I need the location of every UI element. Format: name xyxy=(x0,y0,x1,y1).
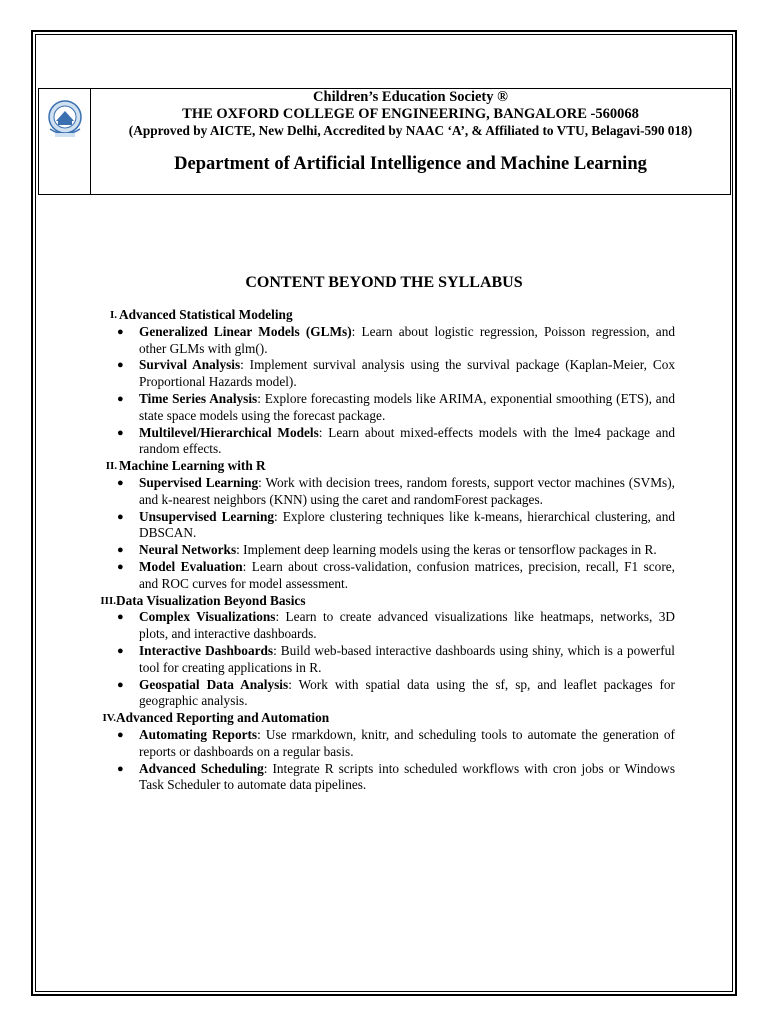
section-heading xyxy=(95,458,675,475)
bullet-icon: ● xyxy=(117,611,124,624)
topic-desc: : Use rmarkdown, knitr, and scheduling tools to automate the generation of reports or dashboards on a regular basis. xyxy=(139,726,675,759)
topic-term: Advanced Scheduling xyxy=(139,760,264,776)
list-item xyxy=(95,677,675,711)
bullet-icon: ● xyxy=(117,476,124,489)
bullet-icon: ● xyxy=(117,728,124,741)
section-title: Data Visualization Beyond Basics xyxy=(116,592,306,608)
department-name: Department of Artificial Intelligence and Machine Learning xyxy=(174,154,647,174)
list-item xyxy=(95,509,675,543)
topic-term: Generalized Linear Models (GLMs) xyxy=(139,323,352,339)
logo-cell xyxy=(39,89,91,194)
topic-term: Model Evaluation xyxy=(139,558,243,574)
section xyxy=(95,307,675,458)
section-title: Advanced Statistical Modeling xyxy=(119,307,293,322)
topic-term: Interactive Dashboards xyxy=(139,642,274,658)
section xyxy=(95,458,675,592)
list-item xyxy=(95,761,675,795)
list-item xyxy=(95,542,675,559)
bullet-icon: ● xyxy=(117,325,124,338)
section-numeral: IV. xyxy=(102,712,116,725)
section-title: Advanced Reporting and Automation xyxy=(116,710,330,726)
topic-list xyxy=(95,609,675,710)
list-item xyxy=(95,727,675,761)
list-item xyxy=(95,391,675,425)
topic-desc: : Learn about mixed-effects models with the lme4 package and random effects. xyxy=(139,424,675,457)
topic-desc: : Learn about cross-validation, confusion matrices, precision, recall, F1 score, and ROC curves for model assessment. xyxy=(139,558,675,591)
bullet-icon: ● xyxy=(117,544,124,557)
topic-desc: : Learn to create advanced visualizations like heatmaps, networks, 3D plots, and interactive dashboards. xyxy=(139,609,675,642)
topic-desc: : Implement survival analysis using the survival package (Kaplan-Meier, Cox Proportional Hazards model). xyxy=(139,357,675,390)
topic-term: Unsupervised Learning xyxy=(139,508,275,524)
list-item xyxy=(95,425,675,459)
section xyxy=(95,710,675,794)
syllabus-content xyxy=(95,307,675,794)
topic-term: Survival Analysis xyxy=(139,357,241,373)
section-numeral: III. xyxy=(100,594,116,607)
list-item xyxy=(95,475,675,509)
topic-term: Complex Visualizations xyxy=(139,609,276,625)
topic-list xyxy=(95,475,675,593)
topic-desc: : Explore forecasting models like ARIMA, exponential smoothing (ETS), and state space models using the forecast package. xyxy=(139,390,675,423)
topic-term: Multilevel/Hierarchical Models xyxy=(139,424,319,440)
page-title: CONTENT BEYOND THE SYLLABUS xyxy=(245,274,523,291)
letterhead xyxy=(38,88,731,195)
section-heading xyxy=(95,307,675,324)
section-heading xyxy=(95,710,675,727)
bullet-icon: ● xyxy=(117,678,124,691)
topic-desc: : Work with spatial data using the sf, sp, and leaflet packages for geographic analysis. xyxy=(139,676,675,709)
list-item xyxy=(95,609,675,643)
topic-desc: : Implement deep learning models using the keras or tensorflow packages in R. xyxy=(236,542,657,558)
topic-desc: : Integrate R scripts into scheduled workflows with cron jobs or Windows Task Scheduler to automate data pipelines. xyxy=(139,760,675,793)
section-title: Machine Learning with R xyxy=(119,458,266,474)
list-item xyxy=(95,559,675,593)
bullet-icon: ● xyxy=(117,359,124,372)
bullet-icon: ● xyxy=(117,426,124,439)
topic-desc: : Work with decision trees, random forests, support vector machines (SVMs), and k-nearest neighbors (KNN) using the caret and randomForest packages. xyxy=(139,474,675,507)
section xyxy=(95,593,675,711)
bullet-icon: ● xyxy=(117,644,124,657)
college-logo-icon xyxy=(44,99,86,141)
bullet-icon: ● xyxy=(117,560,124,573)
topic-desc: : Build web-based interactive dashboards using shiny, which is a powerful tool for creating applications in R. xyxy=(139,642,675,675)
list-item xyxy=(95,643,675,677)
topic-desc: : Explore clustering techniques like k-means, hierarchical clustering, and DBSCAN. xyxy=(139,508,676,541)
list-item xyxy=(95,324,675,358)
topic-term: Automating Reports xyxy=(139,726,258,742)
approval-line: (Approved by AICTE, New Delhi, Accredited by NAAC ‘A’, & Affiliated to VTU, Belagavi-590 018) xyxy=(128,123,693,138)
section-numeral: I. xyxy=(109,309,117,321)
college-name: THE OXFORD COLLEGE OF ENGINEERING, BANGALORE -560068 xyxy=(182,106,639,122)
topic-list xyxy=(95,324,675,458)
section-numeral: II. xyxy=(105,460,117,473)
bullet-icon: ● xyxy=(117,510,124,523)
topic-desc: : Learn about logistic regression, Poisson regression, and other GLMs with glm(). xyxy=(139,323,676,356)
topic-term: Time Series Analysis xyxy=(139,390,258,406)
bullet-icon: ● xyxy=(117,392,124,405)
section-heading xyxy=(95,593,675,610)
bullet-icon: ● xyxy=(117,762,124,775)
list-item xyxy=(95,357,675,391)
topic-term: Neural Networks xyxy=(139,542,237,558)
topic-term: Geospatial Data Analysis xyxy=(139,676,289,692)
topic-list xyxy=(95,727,675,794)
topic-term: Supervised Learning xyxy=(139,474,259,490)
society-name: Children’s Education Society ® xyxy=(313,89,508,105)
